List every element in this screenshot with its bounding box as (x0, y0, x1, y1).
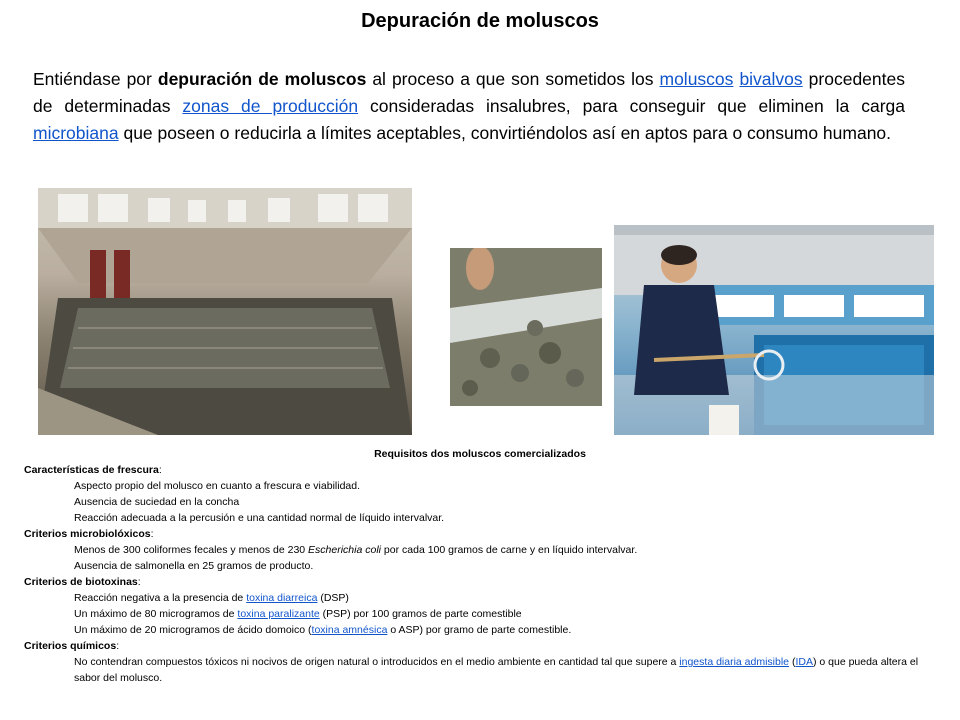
link-bivalvos[interactable]: bivalvos (739, 69, 803, 89)
biotoxins-label: Criterios de biotoxinas (24, 576, 138, 588)
item-text: Menos de 300 coliformes fecales y menos de 230 (74, 544, 309, 556)
link-toxina-paralizante[interactable]: toxina paralizante (237, 608, 320, 620)
item-text: ( (789, 656, 796, 668)
link-toxina-diarreica[interactable]: toxina diarreica (246, 592, 318, 604)
intro-text: Entiéndase por (33, 69, 158, 89)
link-ida[interactable]: IDA (795, 656, 813, 668)
link-zonas-de-produccion[interactable]: zonas de producción (182, 96, 359, 116)
intro-text: que poseen o reducirla a límites aceptables, convirtiéndolos así en aptos para o consumo humano. (118, 123, 892, 143)
link-microbiana[interactable]: microbiana (33, 123, 119, 143)
biotoxins-section: Criterios de biotoxinas: (24, 576, 141, 588)
page-title: Depuración de moluscos (361, 10, 599, 32)
intro-text: consideradas insalubres, para conseguir que eliminen la carga (358, 96, 905, 116)
microbiological-label: Criterios microbiolóxicos (24, 528, 151, 540)
intro-text: procedentes de determinadas (33, 69, 905, 116)
item-text: Un máximo de 20 microgramos de ácido domoico ( (74, 624, 312, 636)
item-text: o ASP) por gramo de parte comestible. (387, 624, 572, 636)
worker-tanks-photo (614, 225, 934, 435)
intro-paragraph (33, 66, 905, 147)
list-item: Ausencia de salmonella en 25 gramos de producto. (74, 560, 314, 572)
list-item (24, 606, 924, 622)
chemical-label: Criterios químicos (24, 640, 117, 652)
list-item (24, 590, 924, 606)
item-text: ) o que pueda altera el sabor del molusco. (74, 656, 919, 684)
item-text: No contendran compuestos tóxicos ni nocivos de origen natural o introducidos en el medio ambiente en cantidad tal que supere a (74, 656, 680, 668)
list-item (24, 654, 924, 686)
species-name: Escherichia coli (308, 544, 381, 556)
freshness-section: Características de frescura: (24, 464, 162, 476)
link-moluscos[interactable]: moluscos (659, 69, 734, 89)
item-text: (DSP) (317, 592, 349, 604)
item-text: (PSP) por 100 gramos de parte comestible (319, 608, 522, 620)
link-ingesta-diaria-admisible[interactable]: ingesta diaria admisible (679, 656, 790, 668)
requirements-list (24, 462, 924, 686)
intro-bold-term: depuración de moluscos (157, 69, 367, 89)
depuration-hall-photo (38, 188, 412, 435)
list-item: Aspecto propio del molusco en cuanto a frescura e viabilidad. (74, 480, 361, 492)
link-toxina-amnesica[interactable]: toxina amnésica (311, 624, 388, 636)
list-item (24, 542, 924, 558)
item-text: Reacción negativa a la presencia de (74, 592, 247, 604)
microbiological-section: Criterios microbiolóxicos: (24, 528, 154, 540)
item-text: por cada 100 gramos de carne y en líquido intervalvar. (381, 544, 638, 556)
intro-text: al proceso a que son sometidos los (366, 69, 660, 89)
requirements-title: Requisitos dos moluscos comercializados (374, 448, 586, 460)
list-item (24, 622, 924, 638)
shellfish-tray-photo (450, 248, 602, 406)
freshness-label: Características de frescura (24, 464, 159, 476)
item-text: Un máximo de 80 microgramos de (74, 608, 238, 620)
chemical-section: Criterios químicos: (24, 640, 120, 652)
list-item: Reacción adecuada a la percusión e una cantidad normal de líquido intervalvar. (74, 512, 445, 524)
list-item: Ausencia de suciedad en la concha (74, 496, 240, 508)
